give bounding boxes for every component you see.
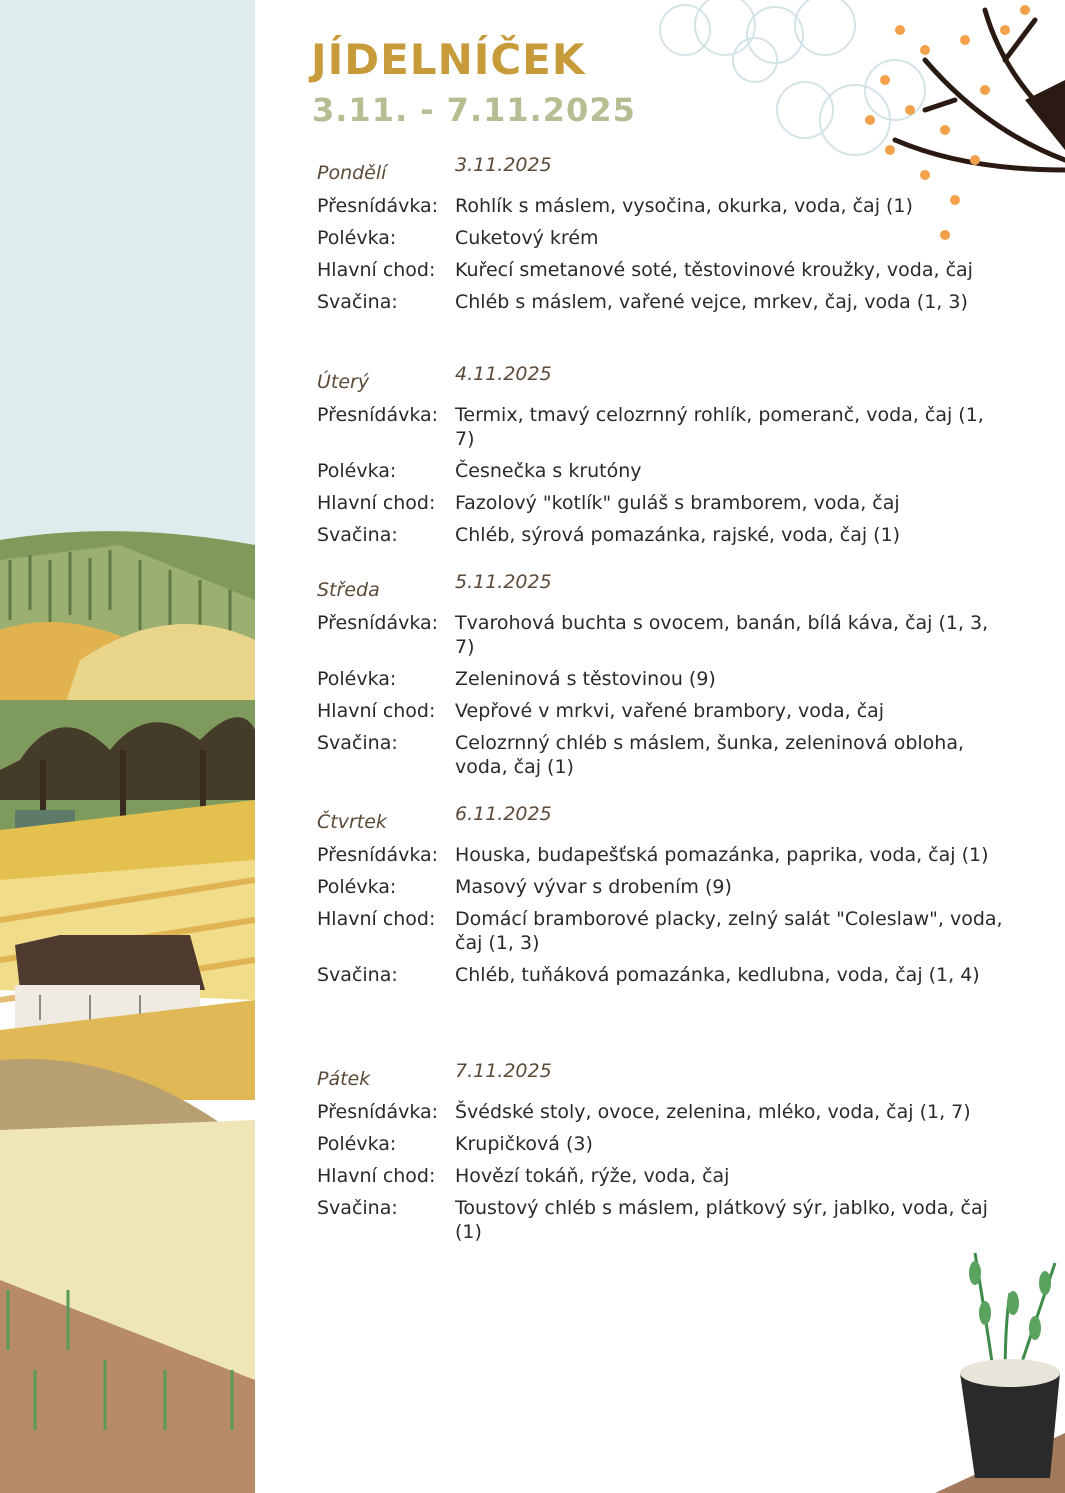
meal-row [317,1164,1017,1188]
meal-label: Hlavní chod: [317,700,436,722]
day-monday [317,154,1017,322]
meal-label: Přesnídávka: [317,1101,439,1123]
meal-text: Krupičková (3) [455,1133,593,1155]
meal-label: Polévka: [317,460,397,482]
meal-label: Přesnídávka: [317,844,439,866]
meal-text: Masový vývar s drobením (9) [455,876,732,898]
meal-label: Polévka: [317,668,397,690]
meal-label: Hlavní chod: [317,908,436,930]
day-date: 7.11.2025 [455,1060,552,1082]
meal-row [317,907,1017,955]
meal-row [317,963,1017,987]
meal-label: Svačina: [317,964,398,986]
meal-text: Zeleninová s těstovinou (9) [455,668,716,690]
meal-label: Svačina: [317,732,398,754]
meal-text: Hovězí tokáň, rýže, voda, čaj [455,1165,730,1187]
meal-row [317,1196,1017,1244]
meal-label: Přesnídávka: [317,404,439,426]
day-date: 3.11.2025 [455,154,552,176]
meal-text: Chléb, sýrová pomazánka, rajské, voda, čaj (1) [455,524,901,546]
meal-label: Svačina: [317,1197,398,1219]
meal-row [317,875,1017,899]
meal-row [317,194,1017,218]
meal-row [317,226,1017,250]
meal-row [317,731,1017,779]
day-name: Čtvrtek [317,811,387,833]
meal-row [317,1132,1017,1156]
day-name: Středa [317,579,380,601]
meal-row [317,403,1017,451]
meal-label: Polévka: [317,227,397,249]
meal-row [317,523,1017,547]
meal-label: Hlavní chod: [317,259,436,281]
meal-text: Domácí bramborové placky, zelný salát "Coleslaw", voda, čaj (1, 3) [455,908,1003,954]
meal-row [317,290,1017,314]
meal-label: Svačina: [317,291,398,313]
day-name: Úterý [317,371,370,393]
meal-row [317,1100,1017,1124]
meal-label: Svačina: [317,524,398,546]
meal-text: Česnečka s krutóny [455,460,642,482]
meal-text: Cuketový krém [455,227,599,249]
meal-row [317,459,1017,483]
meal-row [317,699,1017,723]
plant-pot-decoration [935,1233,1065,1493]
meal-text: Tvarohová buchta s ovocem, banán, bílá káva, čaj (1, 3, 7) [455,612,989,658]
date-range: 3.11. - 7.11.2025 [312,91,636,129]
day-name: Pátek [317,1068,371,1090]
meal-row [317,491,1017,515]
meal-label: Polévka: [317,1133,397,1155]
meal-row [317,611,1017,659]
meal-label: Hlavní chod: [317,1165,436,1187]
meal-label: Přesnídávka: [317,195,439,217]
meal-text: Chléb s máslem, vařené vejce, mrkev, čaj, voda (1, 3) [455,291,968,313]
day-date: 6.11.2025 [455,803,552,825]
day-date: 5.11.2025 [455,571,552,593]
meal-text: Kuřecí smetanové soté, těstovinové kroužky, voda, čaj [455,259,973,281]
meal-text: Chléb, tuňáková pomazánka, kedlubna, voda, čaj (1, 4) [455,964,980,986]
meal-row [317,667,1017,691]
day-tuesday [317,363,1017,555]
meal-text: Švédské stoly, ovoce, zelenina, mléko, voda, čaj (1, 7) [455,1101,971,1123]
meal-label: Polévka: [317,876,397,898]
meal-row [317,843,1017,867]
meal-text: Houska, budapešťská pomazánka, paprika, voda, čaj (1) [455,844,989,866]
meal-text: Vepřové v mrkvi, vařené brambory, voda, čaj [455,700,885,722]
meal-row [317,258,1017,282]
meal-text: Rohlík s máslem, vysočina, okurka, voda, čaj (1) [455,195,913,217]
meal-text: Celozrnný chléb s máslem, šunka, zeleninová obloha, voda, čaj (1) [455,732,965,778]
meal-text: Fazolový "kotlík" guláš s bramborem, voda, čaj [455,492,900,514]
meal-text: Termix, tmavý celozrnný rohlík, pomeranč, voda, čaj (1, 7) [455,404,984,450]
meal-text: Toustový chléb s máslem, plátkový sýr, jablko, voda, čaj (1) [455,1197,988,1243]
day-wednesday [317,571,1017,787]
page-title: JÍDELNÍČEK [311,35,586,84]
landscape-illustration [0,0,255,1493]
meal-label: Přesnídávka: [317,612,439,634]
day-name: Pondělí [317,162,387,184]
day-friday [317,1060,1017,1252]
day-thursday [317,803,1017,995]
day-date: 4.11.2025 [455,363,552,385]
meal-label: Hlavní chod: [317,492,436,514]
